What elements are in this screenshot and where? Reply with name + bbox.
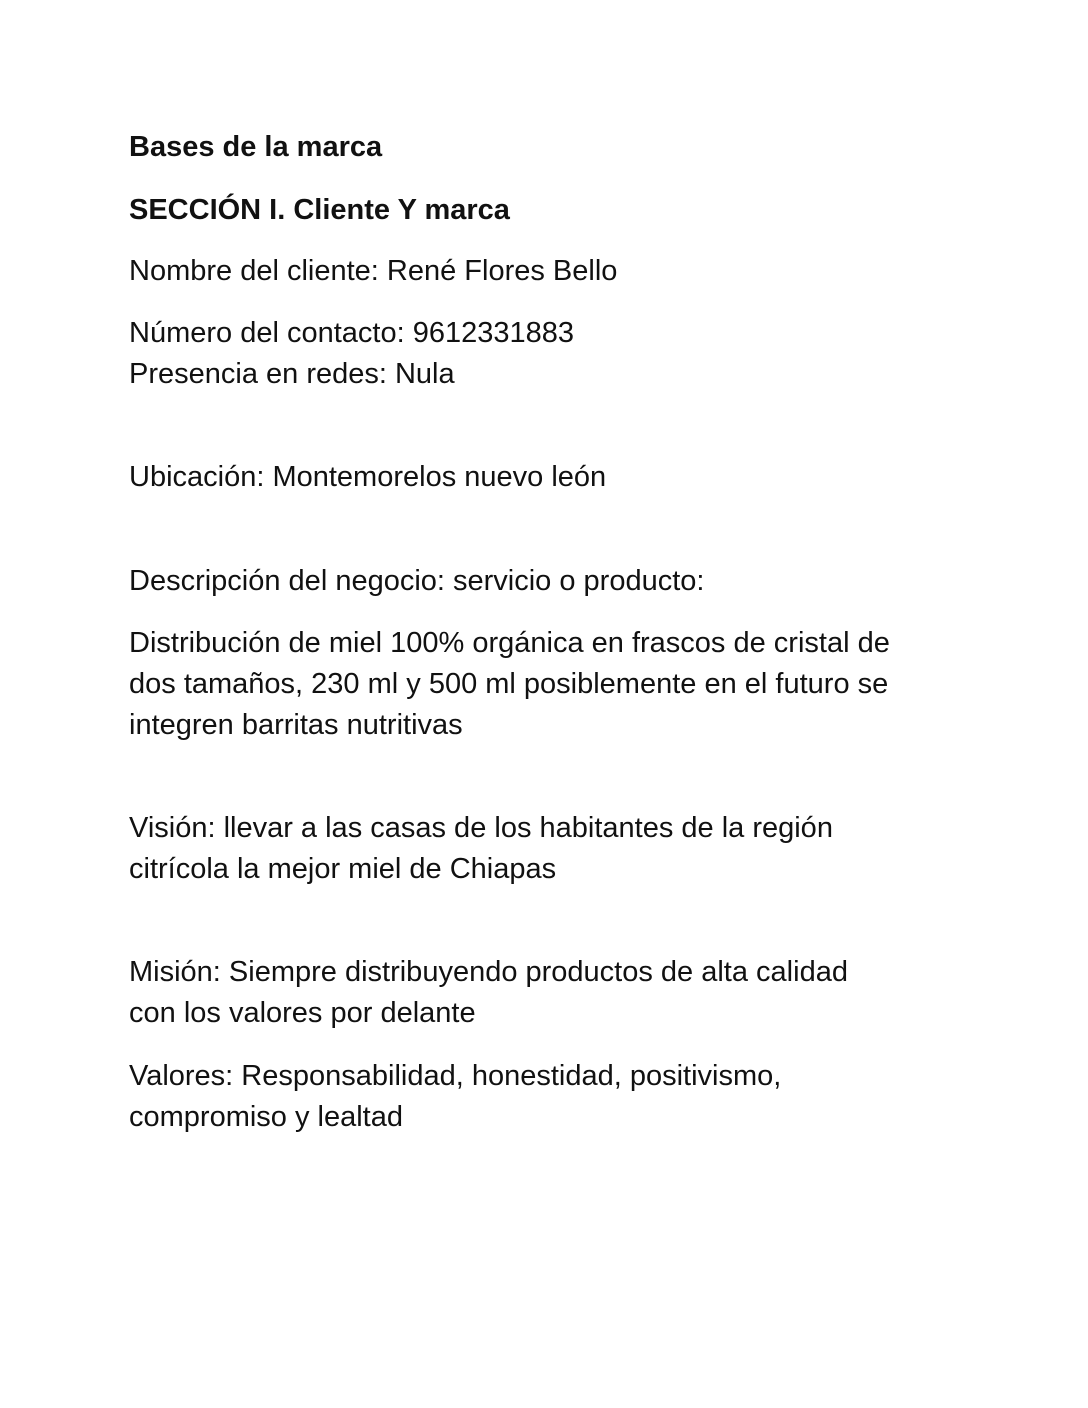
business-description-label: Descripción del negocio: servicio o producto: [129,565,705,597]
business-description-line: dos tamaños, 230 ml y 500 ml posiblemente en el futuro se [129,668,889,700]
mission-line: con los valores por delante [129,997,476,1029]
social-presence: Presencia en redes: Nula [129,358,455,390]
values-line: compromiso y lealtad [129,1101,403,1133]
business-description-line: Distribución de miel 100% orgánica en frascos de cristal de [129,627,890,659]
vision-line: Visión: llevar a las casas de los habitantes de la región [129,812,833,844]
mission-line: Misión: Siempre distribuyendo productos de alta calidad [129,956,848,988]
vision-line: citrícola la mejor miel de Chiapas [129,853,557,885]
document-heading: Bases de la marca [129,131,383,163]
location: Ubicación: Montemorelos nuevo león [129,461,607,493]
business-description-line: integren barritas nutritivas [129,709,463,741]
section-title: SECCIÓN I. Cliente Y marca [129,194,510,226]
values-line: Valores: Responsabilidad, honestidad, positivismo, [129,1060,782,1092]
client-name: Nombre del cliente: René Flores Bello [129,255,618,287]
contact-number: Número del contacto: 9612331883 [129,317,574,349]
